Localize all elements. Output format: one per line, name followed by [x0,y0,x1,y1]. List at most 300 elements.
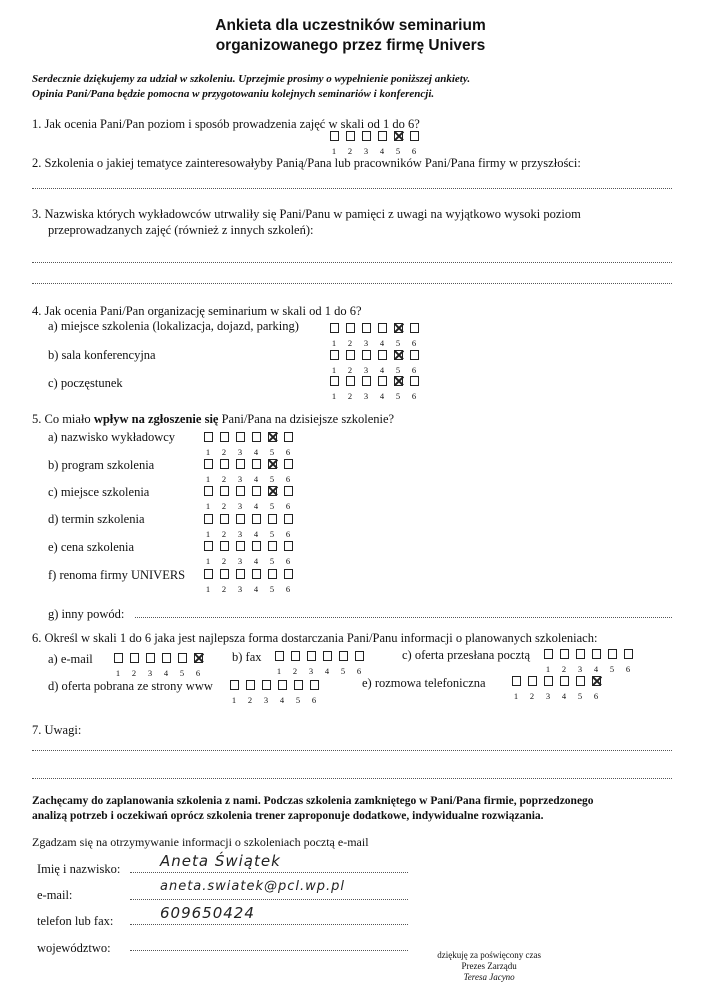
scale-number: 3 [363,146,369,156]
rating-option-1[interactable] [508,673,524,701]
checkbox[interactable] [512,676,521,686]
rating-option-1[interactable] [200,538,216,566]
scale-number: 5 [295,695,301,705]
answer-line-q3b[interactable] [32,283,672,284]
scale-number: 1 [513,691,519,701]
checkbox[interactable] [307,651,316,661]
rating-option-2[interactable] [342,128,358,156]
scale-number: 3 [363,338,369,348]
rating-scale-q5b[interactable] [200,456,296,484]
scale-number: 3 [237,584,243,594]
checkbox[interactable] [220,541,229,551]
checkbox[interactable] [378,131,387,141]
checkbox[interactable] [330,323,339,333]
checkbox[interactable] [194,653,203,663]
scale-number: 1 [205,474,211,484]
checkbox[interactable] [310,680,319,690]
checkbox[interactable] [230,680,239,690]
rating-option-6[interactable] [280,538,296,566]
checkbox[interactable] [284,459,293,469]
scale-number: 2 [347,146,353,156]
q5-item-a-label: a) nazwisko wykładowcy [48,430,176,444]
checkbox[interactable] [362,376,371,386]
phone-label: telefon lub fax: [37,914,114,928]
checkbox[interactable] [346,323,355,333]
checkbox[interactable] [410,350,419,360]
rating-option-5[interactable] [264,456,280,484]
rating-option-1[interactable] [200,483,216,511]
rating-option-3[interactable] [232,456,248,484]
checkbox[interactable] [220,569,229,579]
rating-scale-q6-fax[interactable] [271,648,367,676]
checkbox[interactable] [236,459,245,469]
checkbox[interactable] [204,569,213,579]
rating-option-1[interactable] [271,648,287,676]
rating-option-2[interactable] [216,566,232,594]
checkbox[interactable] [246,680,255,690]
scale-number: 2 [347,365,353,375]
rating-option-5[interactable] [290,677,306,705]
intro-text-1: Serdecznie dziękujemy za udział w szkoleniu. Uprzejmie prosimy o wypełnienie poniższej ankiety. [32,73,471,85]
checkbox[interactable] [291,651,300,661]
checkbox[interactable] [220,459,229,469]
scale-number: 4 [253,556,259,566]
scale-number: 5 [269,556,275,566]
rating-scale-q6-phone[interactable] [508,673,604,701]
checkbox[interactable] [378,376,387,386]
checkbox[interactable] [284,541,293,551]
rating-option-6[interactable] [406,347,422,375]
phone-field[interactable] [130,924,408,925]
rating-scale-q4b[interactable] [326,347,422,375]
scale-number: 6 [285,447,291,457]
checkbox[interactable] [146,653,155,663]
checkbox[interactable] [204,514,213,524]
checkbox[interactable] [576,649,585,659]
checkbox[interactable] [220,432,229,442]
checkbox[interactable] [204,486,213,496]
checkbox[interactable] [162,653,171,663]
scale-number: 1 [331,365,337,375]
checkbox[interactable] [528,676,537,686]
question-3-cont: przeprowadzanych zajęć (również z innych szkoleń): [48,223,314,237]
scale-number: 5 [269,584,275,594]
checkbox[interactable] [560,649,569,659]
rating-option-2[interactable] [342,373,358,401]
rating-option-2[interactable] [287,648,303,676]
scale-number: 5 [395,146,401,156]
rating-option-2[interactable] [216,483,232,511]
rating-option-3[interactable] [232,511,248,539]
checkbox[interactable] [284,486,293,496]
scale-number: 6 [625,664,631,674]
scale-number: 5 [577,691,583,701]
rating-option-4[interactable] [374,128,390,156]
scale-number: 4 [379,146,385,156]
rating-scale-q5e[interactable] [200,538,296,566]
rating-option-4[interactable] [158,650,174,678]
rating-option-6[interactable] [280,456,296,484]
scale-number: 5 [269,447,275,457]
question-5: 5. Co miało wpływ na zgłoszenie się Pani/Pana na dzisiejsze szkolenie? [32,412,395,426]
checkbox[interactable] [608,649,617,659]
checkbox[interactable] [114,653,123,663]
rating-scale-q5f[interactable] [200,566,296,594]
checkbox[interactable] [252,514,261,524]
rating-option-5[interactable] [264,483,280,511]
rating-option-5[interactable] [264,429,280,457]
rating-option-3[interactable] [540,673,556,701]
rating-option-4[interactable] [248,483,264,511]
rating-option-6[interactable] [351,648,367,676]
rating-option-5[interactable] [264,566,280,594]
checkbox[interactable] [284,514,293,524]
rating-option-4[interactable] [274,677,290,705]
scale-number: 6 [411,146,417,156]
checkbox[interactable] [252,459,261,469]
rating-option-4[interactable] [374,347,390,375]
scale-number: 3 [363,365,369,375]
q5-item-e-label: e) cena szkolenia [48,540,135,554]
rating-option-3[interactable] [358,373,374,401]
rating-option-4[interactable] [248,566,264,594]
rating-option-5[interactable] [390,320,406,348]
rating-option-1[interactable] [226,677,242,705]
email-value: aneta.swiatek@pcl.wp.pl [160,879,346,894]
checkbox[interactable] [394,376,403,386]
checkbox[interactable] [268,514,277,524]
rating-option-3[interactable] [232,483,248,511]
rating-option-4[interactable] [248,456,264,484]
checkbox[interactable] [275,651,284,661]
checkbox[interactable] [268,432,277,442]
scale-number: 1 [205,447,211,457]
scale-number: 2 [561,664,567,674]
checkbox[interactable] [204,459,213,469]
checkbox[interactable] [394,131,403,141]
scale-number: 4 [253,447,259,457]
scale-number: 2 [221,556,227,566]
checkbox[interactable] [355,651,364,661]
scale-number: 6 [195,668,201,678]
rating-option-5[interactable] [572,673,588,701]
checkbox[interactable] [362,131,371,141]
rating-option-2[interactable] [242,677,258,705]
invite-text-1: Zachęcamy do zaplanowania szkolenia z nami. Podczas szkolenia zamkniętego w Pani/Pana firmie, poprzedzonego [32,795,594,807]
scale-number: 2 [221,447,227,457]
scale-number: 4 [163,668,169,678]
scale-number: 1 [205,556,211,566]
scale-number: 1 [205,584,211,594]
scale-number: 5 [395,338,401,348]
rating-option-3[interactable] [572,646,588,674]
question-1: 1. Jak ocenia Pani/Pan poziom i sposób prowadzenia zajęć w skali od 1 do 6? [32,117,420,131]
rating-option-1[interactable] [326,128,342,156]
q6-phone-label: e) rozmowa telefoniczna [362,676,486,690]
checkbox[interactable] [576,676,585,686]
checkbox[interactable] [268,459,277,469]
scale-number: 4 [593,664,599,674]
scale-number: 2 [347,391,353,401]
rating-option-6[interactable] [280,429,296,457]
rating-option-1[interactable] [200,456,216,484]
scale-number: 6 [356,666,362,676]
checkbox[interactable] [592,676,601,686]
checkbox[interactable] [236,541,245,551]
scale-number: 3 [308,666,314,676]
scale-number: 1 [205,501,211,511]
checkbox[interactable] [330,131,339,141]
scale-number: 3 [147,668,153,678]
rating-option-2[interactable] [216,429,232,457]
rating-option-6[interactable] [306,677,322,705]
checkbox[interactable] [544,676,553,686]
answer-line-q7b[interactable] [32,778,672,779]
scale-number: 2 [292,666,298,676]
scale-number: 2 [247,695,253,705]
scale-number: 1 [115,668,121,678]
rating-option-4[interactable] [556,673,572,701]
checkbox[interactable] [236,432,245,442]
scale-number: 5 [269,474,275,484]
rating-scale-q5c[interactable] [200,483,296,511]
rating-scale-q4c[interactable] [326,373,422,401]
scale-number: 4 [253,474,259,484]
rating-scale-q4a[interactable] [326,320,422,348]
rating-scale-q5a[interactable] [200,429,296,457]
scale-number: 3 [363,391,369,401]
rating-option-2[interactable] [524,673,540,701]
scale-number: 1 [205,529,211,539]
checkbox[interactable] [284,432,293,442]
q5-other-label: g) inny powód: [48,607,125,621]
checkbox[interactable] [544,649,553,659]
rating-option-4[interactable] [248,429,264,457]
scale-number: 2 [529,691,535,701]
question-7: 7. Uwagi: [32,723,82,737]
checkbox[interactable] [252,569,261,579]
q5-item-c-label: c) miejsce szkolenia [48,485,150,499]
checkbox[interactable] [252,541,261,551]
rating-option-2[interactable] [216,511,232,539]
rating-option-1[interactable] [200,511,216,539]
rating-option-5[interactable] [264,511,280,539]
rating-option-4[interactable] [374,373,390,401]
rating-option-6[interactable] [406,320,422,348]
rating-option-6[interactable] [280,511,296,539]
rating-option-3[interactable] [232,566,248,594]
checkbox[interactable] [278,680,287,690]
checkbox[interactable] [378,350,387,360]
rating-option-6[interactable] [620,646,636,674]
answer-line-q2[interactable] [32,188,672,189]
rating-option-3[interactable] [358,128,374,156]
q5-item-d-label: d) termin szkolenia [48,512,145,526]
rating-option-6[interactable] [406,373,422,401]
rating-scale-q6-post[interactable] [540,646,636,674]
rating-option-3[interactable] [232,429,248,457]
rating-option-3[interactable] [303,648,319,676]
scale-number: 6 [285,501,291,511]
rating-scale-q6-www[interactable] [226,677,322,705]
checkbox[interactable] [220,514,229,524]
rating-option-6[interactable] [190,650,206,678]
checkbox[interactable] [378,323,387,333]
rating-option-1[interactable] [326,347,342,375]
rating-scale-q5d[interactable] [200,511,296,539]
region-field[interactable] [130,950,408,951]
rating-option-4[interactable] [248,538,264,566]
scale-number: 3 [545,691,551,701]
scale-number: 6 [593,691,599,701]
checkbox[interactable] [268,541,277,551]
scale-number: 2 [221,474,227,484]
region-label: województwo: [37,941,111,955]
q6-email-label: a) e-mail [48,652,93,666]
scale-number: 4 [253,501,259,511]
rating-option-1[interactable] [540,646,556,674]
name-field[interactable] [130,872,408,873]
q6-www-label: d) oferta pobrana ze strony www [48,679,213,693]
scale-number: 4 [379,365,385,375]
rating-scale-q6-email[interactable] [110,650,206,678]
checkbox[interactable] [236,569,245,579]
answer-line-q7a[interactable] [32,750,672,751]
rating-option-1[interactable] [326,320,342,348]
rating-option-6[interactable] [588,673,604,701]
rating-option-4[interactable] [588,646,604,674]
rating-option-2[interactable] [216,538,232,566]
checkbox[interactable] [346,131,355,141]
rating-option-1[interactable] [200,566,216,594]
checkbox[interactable] [410,131,419,141]
email-label: e-mail: [37,888,73,902]
checkbox[interactable] [330,376,339,386]
scale-number: 4 [379,338,385,348]
question-3: 3. Nazwiska których wykładowców utrwaliły się Pani/Panu w pamięci z uwagi na wyjątkowo wysoki poziom [32,207,581,221]
name-label: Imię i nazwisko: [37,862,121,876]
q4-item-a-label: a) miejsce szkolenia (lokalizacja, dojazd, parking) [48,319,299,333]
checkbox[interactable] [268,486,277,496]
rating-option-5[interactable] [264,538,280,566]
checkbox[interactable] [236,514,245,524]
rating-option-5[interactable] [390,128,406,156]
scale-number: 3 [263,695,269,705]
rating-option-6[interactable] [406,128,422,156]
checkbox[interactable] [394,323,403,333]
scale-number: 3 [577,664,583,674]
checkbox[interactable] [252,486,261,496]
checkbox[interactable] [220,486,229,496]
scale-number: 2 [221,529,227,539]
scale-number: 6 [411,365,417,375]
rating-option-2[interactable] [342,347,358,375]
rating-option-3[interactable] [358,347,374,375]
checkbox[interactable] [294,680,303,690]
rating-option-4[interactable] [248,511,264,539]
checkbox[interactable] [262,680,271,690]
rating-option-3[interactable] [358,320,374,348]
scale-number: 1 [231,695,237,705]
rating-option-5[interactable] [604,646,620,674]
rating-option-1[interactable] [326,373,342,401]
checkbox[interactable] [130,653,139,663]
q6-fax-label: b) fax [232,650,262,664]
checkbox[interactable] [236,486,245,496]
email-field[interactable] [130,899,408,900]
rating-option-1[interactable] [200,429,216,457]
rating-option-6[interactable] [280,566,296,594]
scale-number: 6 [285,529,291,539]
checkbox[interactable] [252,432,261,442]
q6-post-label: c) oferta przesłana pocztą [402,648,531,662]
checkbox[interactable] [592,649,601,659]
scale-number: 5 [395,391,401,401]
rating-option-4[interactable] [374,320,390,348]
rating-option-5[interactable] [390,373,406,401]
rating-option-2[interactable] [216,456,232,484]
scale-number: 6 [285,556,291,566]
answer-line-q5-other[interactable] [135,617,672,618]
answer-line-q3a[interactable] [32,262,672,263]
rating-option-3[interactable] [258,677,274,705]
checkbox[interactable] [284,569,293,579]
scale-number: 4 [379,391,385,401]
checkbox[interactable] [204,432,213,442]
checkbox[interactable] [330,350,339,360]
checkbox[interactable] [624,649,633,659]
rating-option-2[interactable] [342,320,358,348]
checkbox[interactable] [323,651,332,661]
checkbox[interactable] [204,541,213,551]
checkbox[interactable] [560,676,569,686]
q4-item-b-label: b) sala konferencyjna [48,348,156,362]
scale-number: 1 [276,666,282,676]
scale-number: 6 [411,338,417,348]
rating-option-5[interactable] [390,347,406,375]
form-title: Ankieta dla uczestników seminarium [215,17,486,34]
checkbox[interactable] [346,376,355,386]
checkbox[interactable] [268,569,277,579]
rating-option-3[interactable] [232,538,248,566]
checkbox[interactable] [394,350,403,360]
rating-option-3[interactable] [142,650,158,678]
checkbox[interactable] [178,653,187,663]
scale-number: 5 [269,501,275,511]
scale-number: 4 [253,584,259,594]
scale-number: 3 [237,529,243,539]
scale-number: 3 [237,501,243,511]
scale-number: 3 [237,474,243,484]
scale-number: 5 [340,666,346,676]
rating-scale-q1[interactable] [326,128,422,156]
checkbox[interactable] [362,323,371,333]
rating-option-5[interactable] [335,648,351,676]
phone-value: 609650424 [160,904,255,922]
scale-number: 1 [545,664,551,674]
rating-option-5[interactable] [174,650,190,678]
rating-option-2[interactable] [556,646,572,674]
rating-option-4[interactable] [319,648,335,676]
checkbox[interactable] [339,651,348,661]
checkbox[interactable] [410,376,419,386]
checkbox[interactable] [346,350,355,360]
rating-option-2[interactable] [126,650,142,678]
checkbox[interactable] [362,350,371,360]
rating-option-1[interactable] [110,650,126,678]
rating-option-6[interactable] [280,483,296,511]
checkbox[interactable] [410,323,419,333]
